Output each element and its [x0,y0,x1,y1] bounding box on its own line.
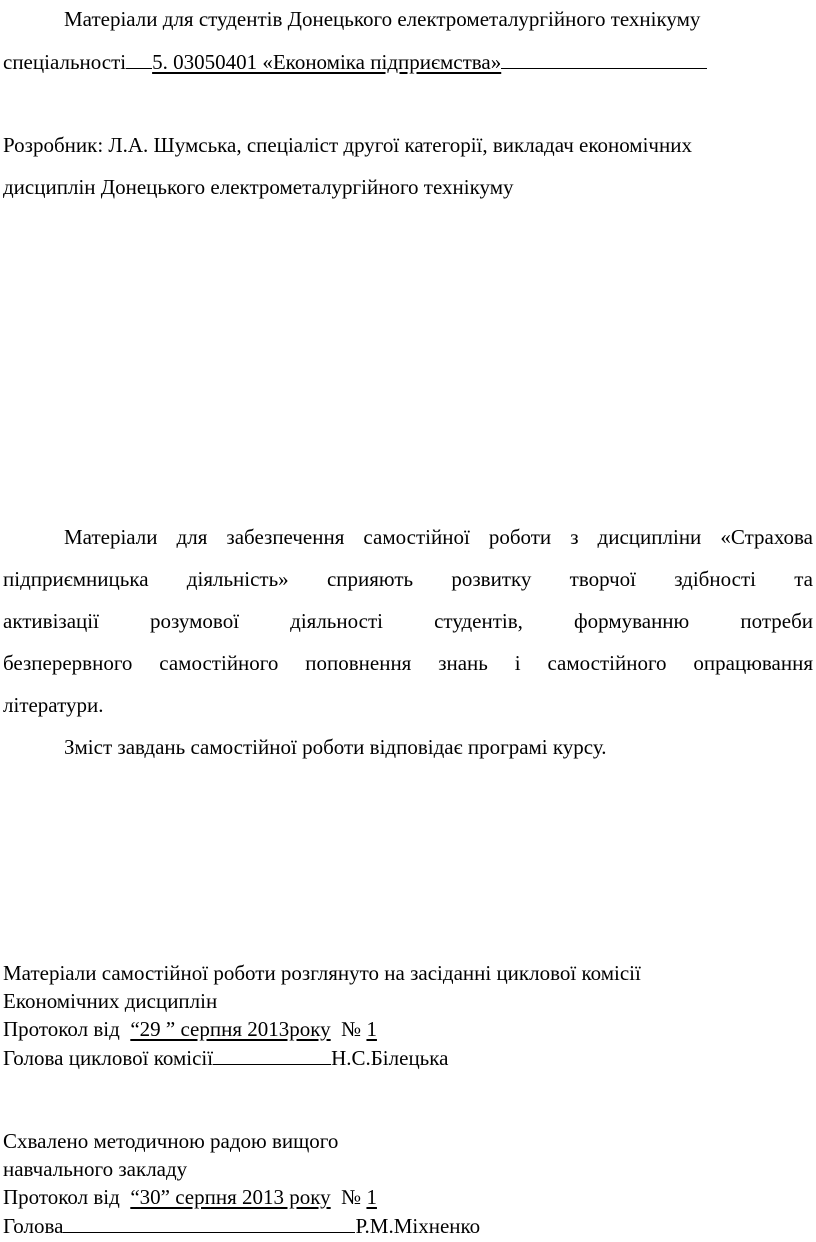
specialty-underline-tail [501,48,707,69]
commission-head-name: Н.С.Білецька [331,1046,449,1070]
body-p1-line-1: Матеріали для забезпечення самостійної роботи з дисципліни «Страхова [64,525,813,549]
body-p2: Зміст завдань самостійної роботи відповідає програмі курсу. [64,735,607,759]
specialty-label: спеціальності [3,50,127,74]
commission-line-1: Матеріали самостійної роботи розглянуто на засіданні циклової комісії [3,961,641,985]
council-line-1: Схвалено методичною радою вищого [3,1129,339,1153]
council-signature-line [63,1212,355,1233]
council-protocol-no-label: № [341,1185,362,1209]
commission-protocol-date: “29 ” серпня 2013року [130,1017,331,1041]
council-head [3,1212,480,1239]
council-head-name: Р.М.Міхненко [355,1214,481,1238]
council-protocol-no: 1 [366,1185,377,1209]
specialty-underline-lead [126,48,152,69]
header-line-1: Матеріали для студентів Донецького електрометалургійного технікуму [64,7,701,31]
body-p1-line-2: підприємницька діяльність» сприяють розвитку творчої здібності та [3,567,813,591]
council-head-label: Голова [3,1214,64,1238]
commission-head-label: Голова циклової комісії [3,1046,214,1070]
developer-line-2: дисциплін Донецького електрометалургійного технікуму [3,175,514,199]
council-protocol [3,1184,377,1210]
council-line-2: навчального закладу [3,1157,188,1181]
specialty-value: 5. 03050401 «Економіка підприємства» [152,50,502,74]
commission-protocol-no-label: № [341,1017,362,1041]
body-p1-line-4: безперервного самостійного поповнення знань і самостійного опрацювання [3,651,813,675]
specialty-line [3,48,707,75]
commission-protocol-no: 1 [366,1017,377,1041]
body-p1-line-5: літератури. [3,693,104,717]
council-protocol-date: “30” серпня 2013 року [130,1185,331,1209]
commission-head [3,1044,448,1071]
commission-line-2: Економічних дисциплін [3,989,218,1013]
developer-line-1: Розробник: Л.А. Шумська, спеціаліст другої категорії, викладач економічних [3,133,692,157]
commission-protocol [3,1016,377,1042]
commission-signature-line [213,1044,331,1065]
commission-protocol-label: Протокол від [3,1017,120,1041]
council-protocol-label: Протокол від [3,1185,120,1209]
body-p1-line-3: активізації розумової діяльності студентів, формуванню потреби [3,609,813,633]
